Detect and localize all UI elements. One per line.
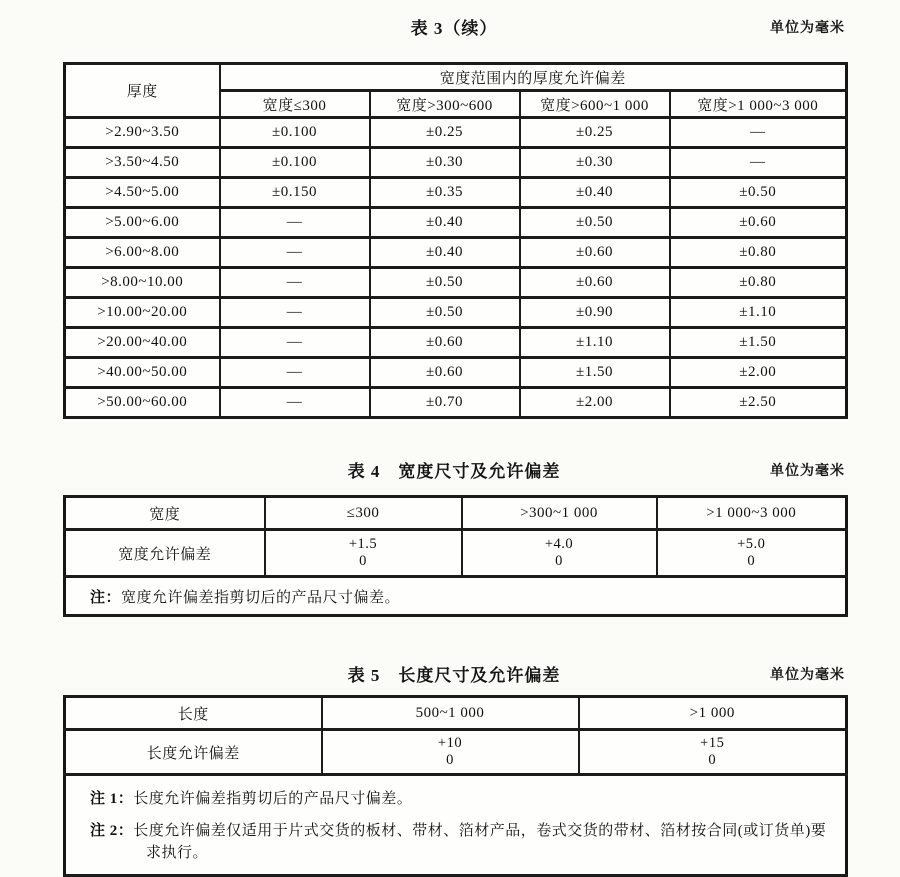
- table-row: [65, 358, 847, 388]
- tolerance-cell: [579, 730, 847, 775]
- note-text: 长度允许偏差仅适用于片式交货的板材、带材、箔材产品，卷式交货的带材、箔材按合同(或订货单)要求执行。: [133, 822, 827, 861]
- note-label: 注：: [90, 589, 122, 606]
- table-cell: —: [220, 388, 370, 418]
- table-cell: —: [670, 118, 847, 148]
- tolerance-cell: [322, 730, 579, 775]
- table-row: [65, 268, 847, 298]
- table-row: [65, 178, 847, 208]
- column-header-thickness: 厚度: [65, 64, 220, 118]
- table4-caption-row: [63, 457, 845, 485]
- table-cell: ±1.50: [670, 328, 847, 358]
- table-cell: >2.90~3.50: [65, 118, 220, 148]
- table3-caption-row: [63, 14, 845, 42]
- table4-width-tolerance-table: [63, 495, 848, 617]
- table-cell: ±0.60: [520, 268, 670, 298]
- table-cell: >20.00~40.00: [65, 328, 220, 358]
- table5-caption: 表 5 长度尺寸及允许偏差: [347, 666, 561, 685]
- table-header-row: [65, 64, 847, 91]
- table-row: [65, 730, 847, 775]
- table-cell: >6.00~8.00: [65, 238, 220, 268]
- table-row: [65, 118, 847, 148]
- table-row: [65, 238, 847, 268]
- table-cell: ±0.50: [370, 268, 520, 298]
- table4-caption: 表 4 宽度尺寸及允许偏差: [347, 462, 561, 481]
- table-cell: >10.00~20.00: [65, 298, 220, 328]
- note-text: 宽度允许偏差指剪切后的产品尺寸偏差。: [121, 589, 401, 606]
- table-cell: ±0.40: [370, 208, 520, 238]
- column-header-width-3: 宽度>600~1 000: [520, 91, 670, 118]
- table-cell: ±1.10: [670, 298, 847, 328]
- table5-notes: [65, 775, 847, 876]
- table3-thickness-tolerance-table: [63, 62, 848, 419]
- row-header-length: 长度: [65, 697, 322, 730]
- table-row: [65, 530, 847, 577]
- table-cell: —: [220, 358, 370, 388]
- table-cell: ±0.60: [370, 358, 520, 388]
- table-cell: ±0.25: [520, 118, 670, 148]
- table-header-row: [65, 697, 847, 730]
- table-cell: ±0.35: [370, 178, 520, 208]
- table-cell: ±0.50: [520, 208, 670, 238]
- table-row: [65, 328, 847, 358]
- column-header-range-3: >1 000~3 000: [657, 497, 847, 530]
- table-cell: ±0.40: [520, 178, 670, 208]
- table-cell: ±0.60: [370, 328, 520, 358]
- table-cell: ±0.60: [670, 208, 847, 238]
- column-header-range-1: 500~1 000: [322, 697, 579, 730]
- stacked-tolerance: +4.0 0: [544, 535, 574, 569]
- column-header-width-2: 宽度>300~600: [370, 91, 520, 118]
- table-row: [65, 148, 847, 178]
- table-cell: —: [220, 268, 370, 298]
- table-note-row: [65, 577, 847, 616]
- note-label: 注 1：: [90, 791, 134, 807]
- table3-unit-label: 单位为毫米: [770, 21, 845, 36]
- table5-caption-row: [63, 661, 845, 689]
- table-cell: ±2.00: [670, 358, 847, 388]
- table-cell: ±0.70: [370, 388, 520, 418]
- tolerance-cell: [265, 530, 462, 577]
- table-cell: >5.00~6.00: [65, 208, 220, 238]
- table-cell: ±0.100: [220, 148, 370, 178]
- table-cell: ±0.50: [370, 298, 520, 328]
- table-cell: >40.00~50.00: [65, 358, 220, 388]
- table-cell: ±0.60: [520, 238, 670, 268]
- table-cell: ±1.10: [520, 328, 670, 358]
- note-text: 长度允许偏差指剪切后的产品尺寸偏差。: [133, 791, 413, 807]
- table4-unit-label: 单位为毫米: [770, 464, 845, 479]
- table-header-row: [65, 497, 847, 530]
- table-cell: ±1.50: [520, 358, 670, 388]
- table-cell: ±0.100: [220, 118, 370, 148]
- table-cell: ±0.80: [670, 268, 847, 298]
- column-header-width-1: 宽度≤300: [220, 91, 370, 118]
- tolerance-cell: [462, 530, 657, 577]
- table-cell: >50.00~60.00: [65, 388, 220, 418]
- stacked-tolerance: +15 0: [700, 734, 725, 768]
- table5-length-tolerance-table: [63, 695, 848, 877]
- table-cell: ±0.50: [670, 178, 847, 208]
- table-cell: —: [220, 328, 370, 358]
- table-cell: —: [220, 208, 370, 238]
- table-cell: ±0.90: [520, 298, 670, 328]
- note-2: [90, 821, 827, 865]
- row-header-tolerance: 宽度允许偏差: [65, 530, 265, 577]
- table-cell: ±0.25: [370, 118, 520, 148]
- table3-caption: 表 3（续）: [410, 19, 498, 38]
- table-cell: >3.50~4.50: [65, 148, 220, 178]
- note-label: 注 2：: [90, 822, 134, 839]
- table-cell: >8.00~10.00: [65, 268, 220, 298]
- table-row: [65, 298, 847, 328]
- table-notes-row: [65, 775, 847, 876]
- table-cell: ±0.30: [520, 148, 670, 178]
- table-cell: —: [220, 298, 370, 328]
- tolerance-cell: [657, 530, 847, 577]
- column-header-span: 宽度范围内的厚度允许偏差: [220, 64, 847, 91]
- table-cell: ±2.50: [670, 388, 847, 418]
- stacked-tolerance: +1.5 0: [348, 535, 378, 569]
- column-header-range-1: ≤300: [265, 497, 462, 530]
- column-header-width-4: 宽度>1 000~3 000: [670, 91, 847, 118]
- table-cell: ±0.150: [220, 178, 370, 208]
- table-row: [65, 388, 847, 418]
- note-1: [90, 789, 827, 811]
- column-header-range-2: >1 000: [579, 697, 847, 730]
- table5-unit-label: 单位为毫米: [770, 668, 845, 683]
- table-cell: —: [670, 148, 847, 178]
- table-cell: ±0.80: [670, 238, 847, 268]
- stacked-tolerance: +10 0: [437, 734, 463, 768]
- table-cell: —: [220, 238, 370, 268]
- table-cell: ±0.30: [370, 148, 520, 178]
- table-cell: ±2.00: [520, 388, 670, 418]
- table-cell: >4.50~5.00: [65, 178, 220, 208]
- table-cell: ±0.40: [370, 238, 520, 268]
- stacked-tolerance: +5.0 0: [737, 535, 766, 569]
- row-header-width: 宽度: [65, 497, 265, 530]
- table-row: [65, 208, 847, 238]
- table4-note: [65, 577, 847, 616]
- row-header-tolerance: 长度允许偏差: [65, 730, 322, 775]
- column-header-range-2: >300~1 000: [462, 497, 657, 530]
